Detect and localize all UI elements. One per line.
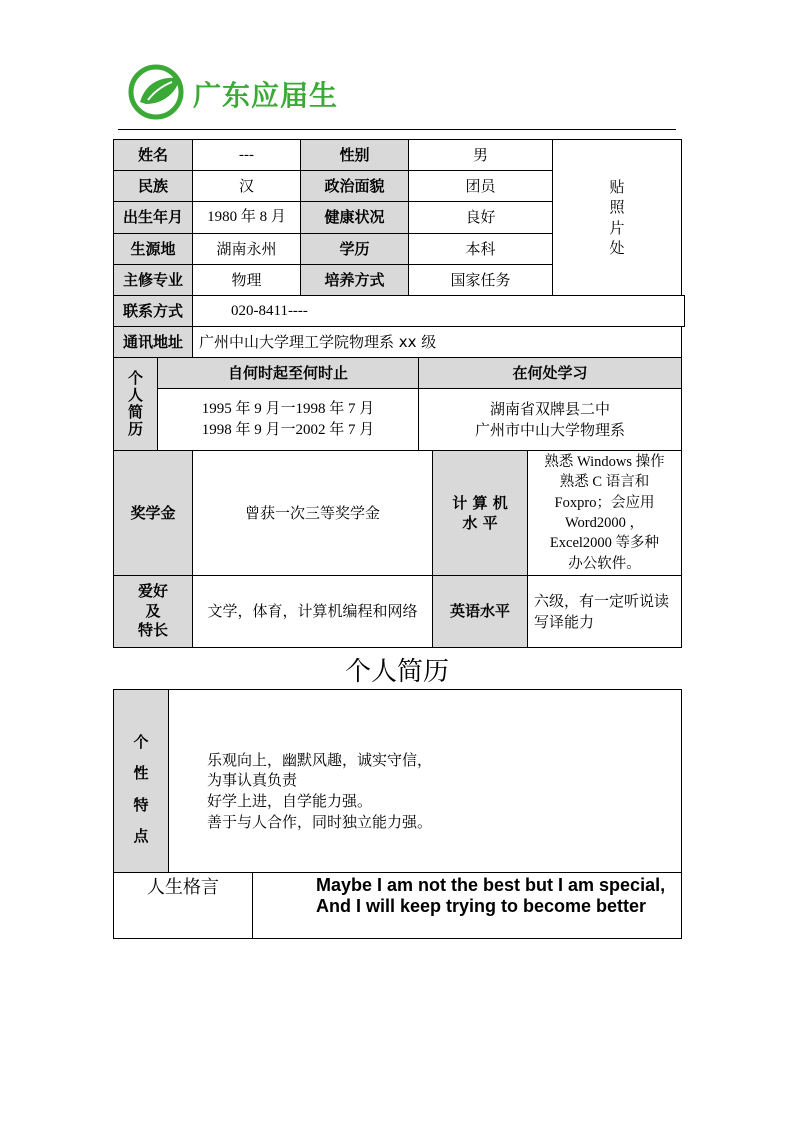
english-value: 六级，有一定听说读写译能力 bbox=[527, 575, 682, 648]
motto-box bbox=[252, 872, 682, 939]
train-label: 培养方式 bbox=[300, 264, 409, 296]
hobby-value: 文学，体育，计算机编程和网络 bbox=[192, 575, 433, 648]
photo-placeholder: 贴 照 片 处 bbox=[552, 139, 682, 296]
leaf-logo-icon bbox=[126, 64, 188, 120]
logo bbox=[126, 64, 188, 120]
scholarship-value: 曾获一次三等奖学金 bbox=[192, 450, 433, 576]
address-value: 广州中山大学理工学院物理系 xx 级 bbox=[192, 326, 682, 358]
edu-value: 本科 bbox=[408, 233, 553, 265]
politics-label: 政治面貌 bbox=[300, 170, 409, 202]
motto-line1: Maybe I am not the best but I am special, bbox=[316, 875, 666, 895]
section2-title: 个人简历 bbox=[344, 657, 449, 686]
origin-value: 湖南永州 bbox=[192, 233, 301, 265]
name-value: --- bbox=[192, 139, 301, 171]
contact-value: 020-8411---- bbox=[192, 295, 685, 327]
gender-value: 男 bbox=[408, 139, 553, 171]
edu-label: 学历 bbox=[300, 233, 409, 265]
nation-label: 民族 bbox=[113, 170, 193, 202]
train-value: 国家任务 bbox=[408, 264, 553, 296]
motto-label: 人生格言 bbox=[113, 872, 253, 939]
computer-label: 计 算 机 水 平 bbox=[432, 450, 528, 576]
personality-label: 个 性 特 点 bbox=[113, 689, 169, 873]
origin-label: 生源地 bbox=[113, 233, 193, 265]
address-label: 通讯地址 bbox=[113, 326, 193, 358]
major-value: 物理 bbox=[192, 264, 301, 296]
resume-place-text: 湖南省双牌县二中 广州市中山大学物理系 bbox=[418, 388, 682, 451]
motto-line2: And I will keep trying to become better bbox=[316, 896, 647, 916]
resume-side-label: 个 人 简 历 bbox=[113, 357, 158, 451]
resume-col-time: 自何时起至何时止 bbox=[157, 357, 419, 389]
gender-label: 性别 bbox=[300, 139, 409, 171]
health-label: 健康状况 bbox=[300, 201, 409, 234]
birth-label: 出生年月 bbox=[113, 201, 193, 234]
resume-time-text: 1995 年 9 月一1998 年 7 月 1998 年 9 月一2002 年 7 月 bbox=[157, 388, 419, 451]
nation-value: 汉 bbox=[192, 170, 301, 202]
scholarship-label: 奖学金 bbox=[113, 450, 193, 576]
resume-col-place: 在何处学习 bbox=[418, 357, 682, 389]
contact-label: 联系方式 bbox=[113, 295, 193, 327]
politics-value: 团员 bbox=[408, 170, 553, 202]
birth-value: 1980 年 8 月 bbox=[192, 201, 301, 234]
name-label: 姓名 bbox=[113, 139, 193, 171]
hobby-label: 爱好 及 特长 bbox=[113, 575, 193, 648]
computer-value: 熟悉 Windows 操作 熟悉 C 语言和 Foxpro；会应用 Word2000 ， Excel2000 等多种 办公软件。 bbox=[527, 450, 682, 576]
health-value: 良好 bbox=[408, 201, 553, 234]
english-label: 英语水平 bbox=[432, 575, 528, 648]
header-divider bbox=[118, 129, 676, 130]
logo-text: 广东应届生 bbox=[193, 79, 339, 112]
major-label: 主修专业 bbox=[113, 264, 193, 296]
personality-text: 乐观向上，幽默风趣，诚实守信， 为事认真负责 好学上进，自学能力强。 善于与人合作，同时独立能力强。 bbox=[168, 689, 682, 873]
